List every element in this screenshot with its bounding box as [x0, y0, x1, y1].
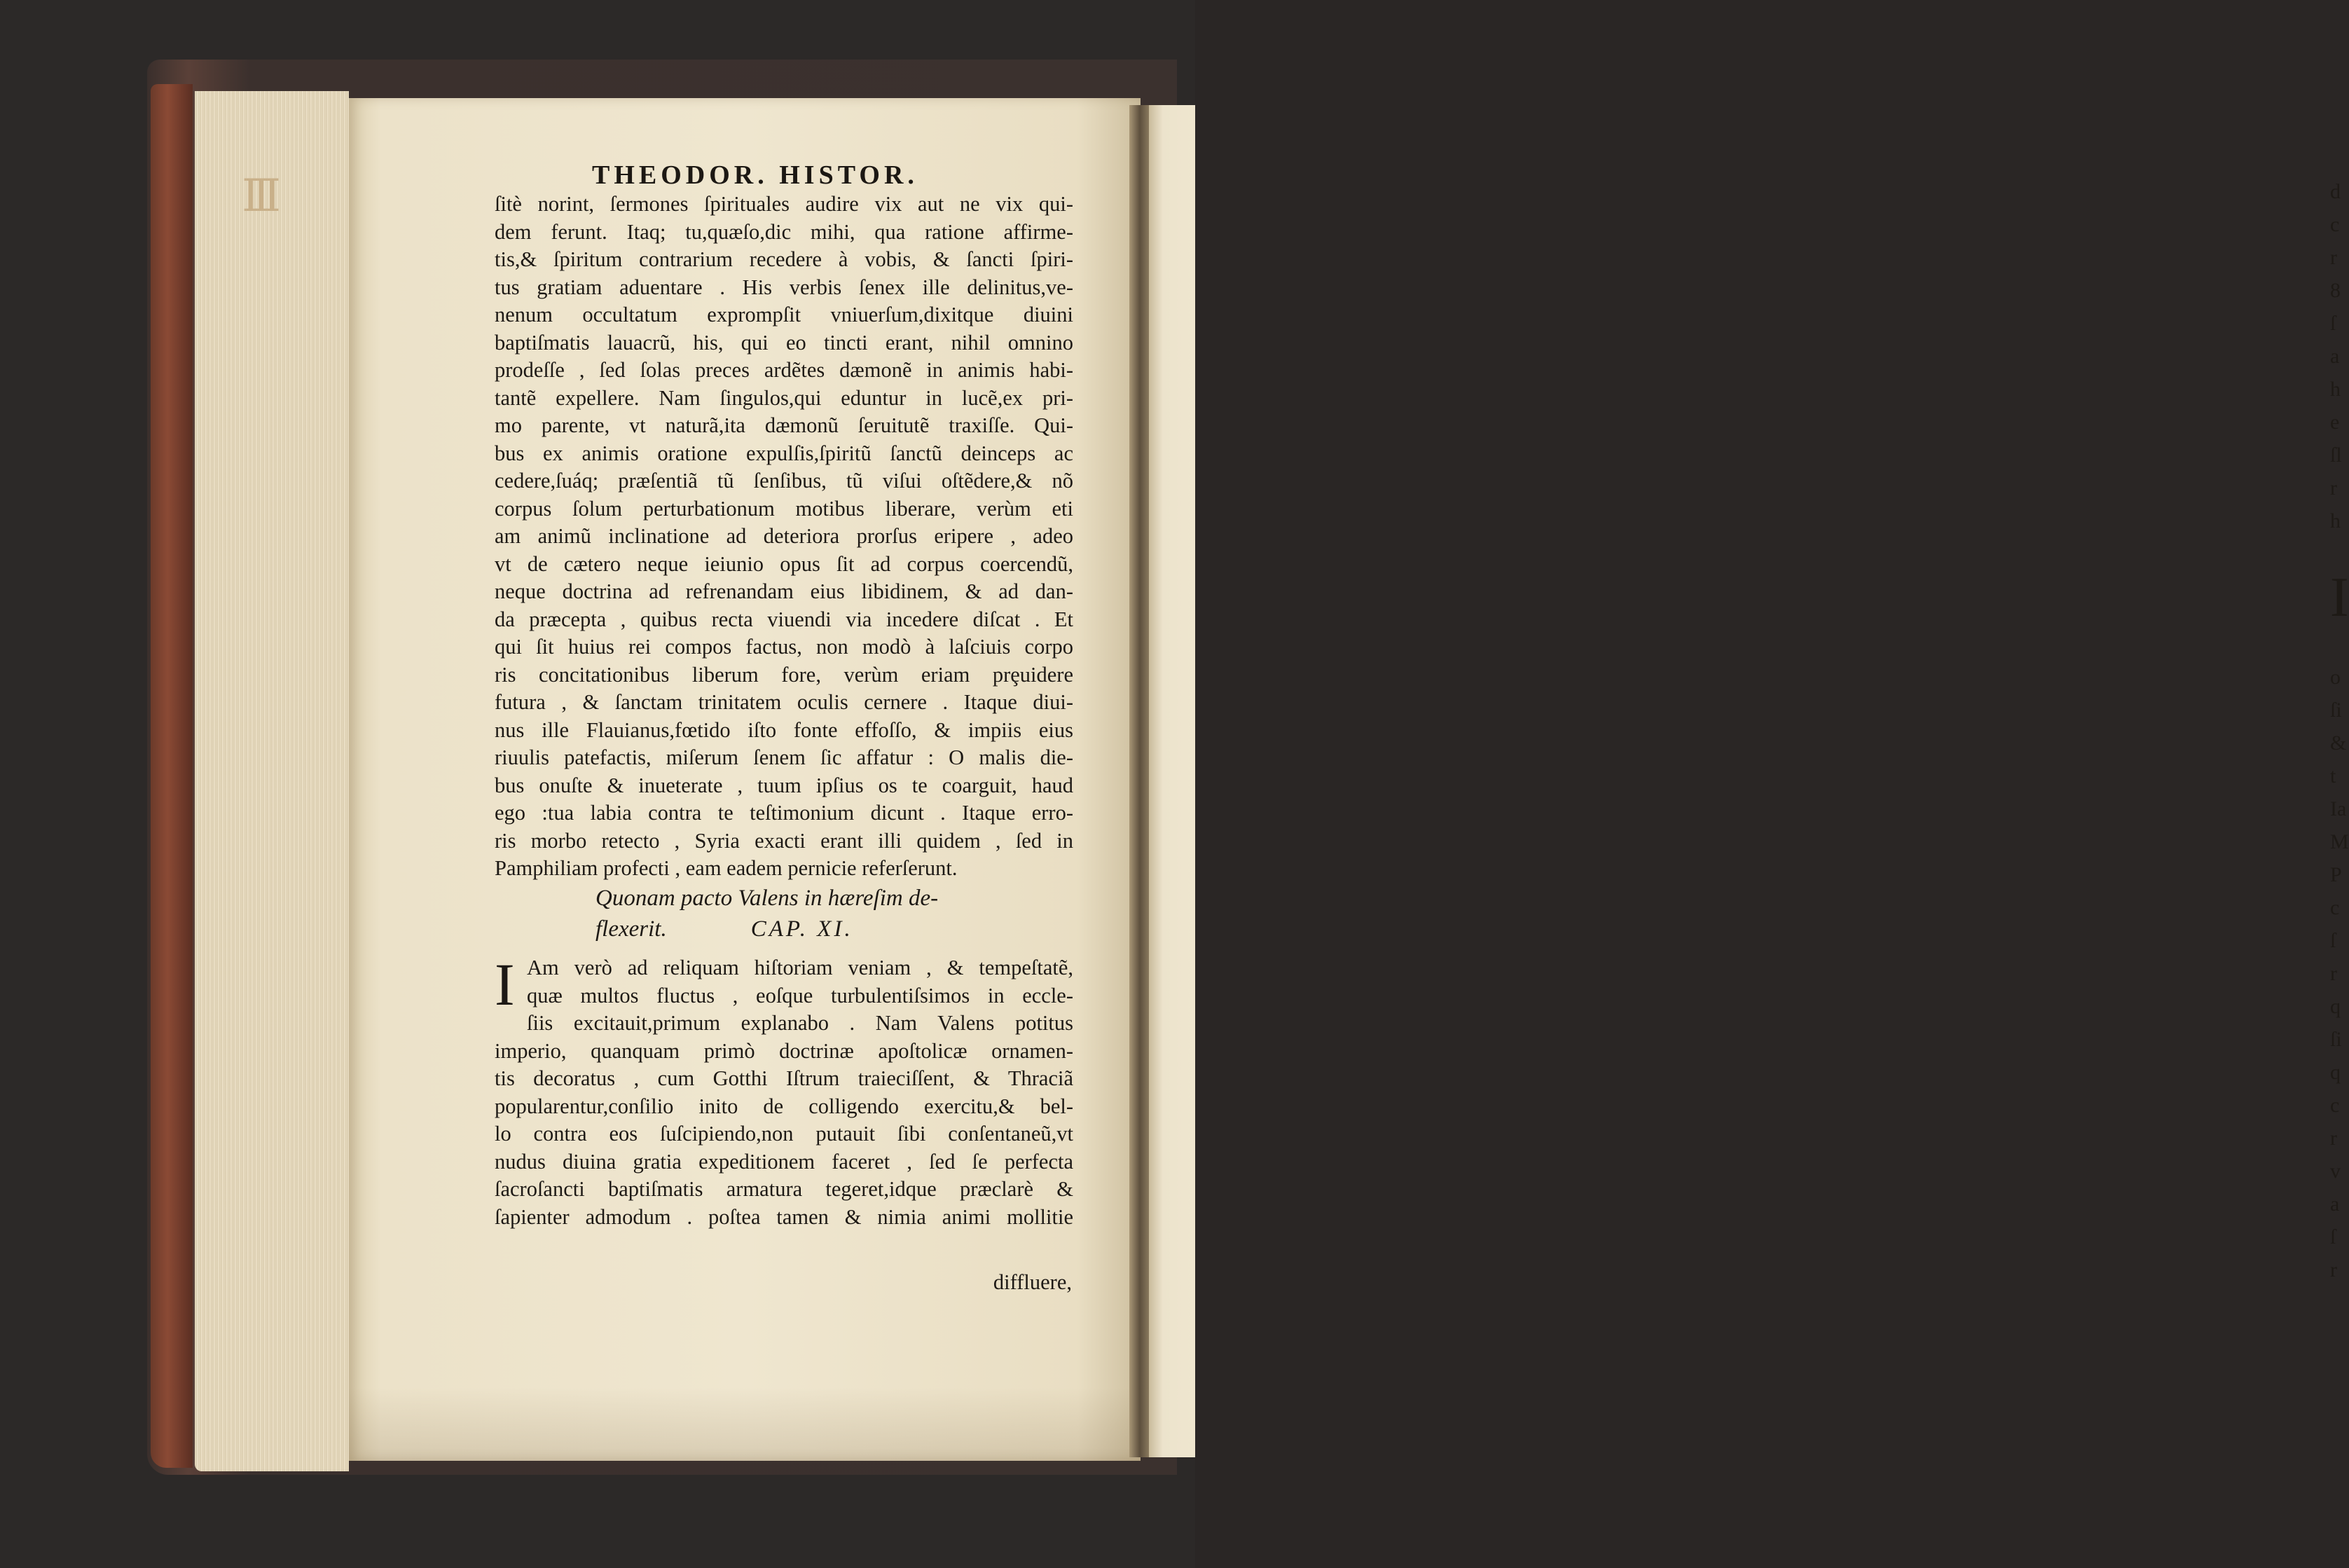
text-line: Pamphiliam profecti , eam eadem pernicie referſerunt.: [495, 856, 958, 880]
catchword: diffluere,: [993, 1270, 1072, 1294]
text-line: tis,& ſpiritum contrarium recedere à vobis, & ſancti ſpiri-: [495, 247, 1073, 271]
text-line: tantẽ expellere. Nam ſingulos,qui eduntur in lucẽ,ex pri-: [495, 385, 1073, 410]
facing-page-fragment: ſ: [2330, 312, 2336, 335]
text-line: lo contra eos ſuſcipiendo,non putauit ſibi conſentaneũ,vt: [495, 1122, 1073, 1146]
facing-page-fragment: c: [2330, 213, 2340, 236]
text-line: baptiſmatis lauacrũ, his, qui eo tincti erant, nihil omnino: [495, 330, 1073, 355]
text-line: bus ex animis oratione expulſis,ſpiritũ ſanctũ deinceps ac: [495, 441, 1073, 465]
page-shadow: [349, 1387, 1141, 1461]
chapter-title-line-1: Quonam pacto Valens in hæreſim de-: [595, 886, 939, 911]
chapter-number: CAP. XI.: [750, 916, 853, 942]
facing-page-fragment: t: [2330, 764, 2336, 788]
text-line: corpus ſolum perturbationum motibus liberare, verùm eti: [495, 496, 1073, 521]
facing-page-fragment: r: [2330, 476, 2337, 500]
text-line: tis decoratus , cum Gotthi Iſtrum traieciſſent, & Thraciã: [495, 1066, 1073, 1090]
text-line: nus ille Flauianus,fœtido iſto fonte effoſſo, & impiis eius: [495, 717, 1073, 742]
facing-page-fragment: a: [2330, 1192, 2340, 1216]
facing-page-fragment: a: [2330, 345, 2340, 368]
text-line: ris morbo retecto , Syria exacti erant illi quidem , ſed in: [495, 828, 1073, 853]
spine-mark: III: [242, 170, 274, 222]
facing-page-fragment: ſi: [2330, 1028, 2342, 1051]
text-line: vt de cætero neque ieiunio opus ſit ad corpus coercendũ,: [495, 551, 1073, 576]
facing-page-fragment: r: [2330, 1127, 2337, 1150]
facing-page-fragment: r: [2330, 962, 2337, 985]
text-line: popularentur,conſilio inito de colligendo exercitu,& bel-: [495, 1094, 1073, 1118]
chapter-heading: [595, 883, 1016, 944]
facing-page: [1149, 105, 2349, 1457]
facing-page-fragment: h: [2330, 378, 2341, 401]
text-line: qui ſit huius rei compos factus, non modò à laſciuis corpo: [495, 635, 1073, 659]
facing-page-fragment: h: [2330, 509, 2341, 532]
facing-page-fragment: v: [2330, 1160, 2341, 1183]
facing-page-fragment: 8: [2330, 279, 2341, 302]
facing-page-fragment: r: [2330, 1258, 2337, 1281]
text-line: ris concitationibus liberum fore, verùm eriam prȩuidere: [495, 662, 1073, 687]
facing-page-text: [2330, 175, 2349, 1286]
text-line: ego :tua labia contra te teſtimonium dicunt . Itaque erro-: [495, 801, 1073, 825]
text-line: nudus diuina gratia expeditionem faceret , ſed ſe perfecta: [495, 1149, 1073, 1174]
text-line: ſitè norint, ſermones ſpirituales audire vix aut ne vix qui-: [495, 192, 1073, 216]
text-line: imperio, quanquam primò doctrinæ apoſtolicæ ornamen-: [495, 1038, 1073, 1063]
facing-page-fragment: q: [2330, 1061, 2341, 1084]
facing-page-fragment: &: [2330, 731, 2347, 755]
drop-cap: I: [495, 951, 515, 1018]
facing-page-fragment: M: [2330, 830, 2349, 853]
facing-page-fragment: d: [2330, 180, 2341, 203]
text-line: quæ multos fluctus , eoſque turbulentiſsimos in eccle-: [527, 983, 1073, 1007]
facing-page-fragment: o: [2330, 666, 2341, 689]
text-line: am animũ inclinatione ad deteriora prorſus eripere , adeo: [495, 524, 1073, 548]
text-line: Am verò ad reliquam hiſtoriam veniam , & tempeſtatẽ,: [527, 956, 1073, 979]
text-line: cedere,ſuáq; præſentiã tũ ſenſibus, tũ viſui oſtẽdere,& nõ: [495, 469, 1073, 493]
facing-page-fragment: ſ: [2330, 1225, 2336, 1249]
text-line: dem ferunt. Itaq; tu,quæſo,dic mihi, qua ratione affirme-: [495, 219, 1073, 244]
chapter-title-line-2: [595, 914, 1016, 944]
facing-page-fragment: P: [2330, 863, 2342, 886]
text-line: prodeſſe , ſed ſolas preces ardẽtes dæmonẽ in animis habi-: [495, 358, 1073, 382]
facing-page-fragment: r: [2330, 246, 2337, 269]
facing-page-fragment: Ia: [2330, 797, 2347, 820]
running-head: THEODOR. HISTOR.: [592, 160, 918, 190]
text-line: mo parente, vt naturã,ita dæmonũ ſeruitutẽ traxiſſe. Qui-: [495, 413, 1073, 437]
text-line: ſapienter admodum . poſtea tamen & nimia animi mollitie: [495, 1204, 1073, 1229]
facing-page-fragment: I: [2330, 567, 2349, 628]
text-line: da præcepta , quibus recta viuendi via incedere diſcat . Et: [495, 607, 1073, 631]
text-line: nenum occultatum exprompſit vniuerſum,dixitque diuini: [495, 303, 1073, 326]
facing-page-fragment: e: [2330, 411, 2340, 434]
text-line: bus onuſte & inueterate , tuum ipſius os te coarguit, haud: [495, 773, 1073, 797]
gutter-fold: [1129, 105, 1150, 1457]
text-line: ſacroſancti baptiſmatis armatura tegeret,idque præclarè &: [495, 1177, 1073, 1201]
facing-page-fragment: c: [2330, 896, 2340, 919]
text-line: ſiis excitauit,primum explanabo . Nam Valens potitus: [527, 1011, 1073, 1035]
page-edges: [195, 91, 349, 1471]
text-line: riuulis patefactis, miſerum ſenem ſic affatur : O malis die-: [495, 745, 1073, 769]
facing-page-fragment: ſi: [2330, 699, 2342, 722]
text-line: neque doctrina ad refrenandam eius libidinem, & ad dan-: [495, 579, 1073, 603]
facing-page-fragment: ſ: [2330, 929, 2336, 952]
facing-page-fragment: ſl: [2330, 443, 2342, 467]
text-line: tus gratiam aduentare . His verbis ſenex ille delinitus,ve-: [495, 275, 1073, 299]
front-board: [151, 84, 193, 1468]
paragraph-1: [495, 191, 1073, 883]
facing-page-fragment: q: [2330, 995, 2341, 1018]
chapter-title-end: flexerit.: [595, 916, 667, 942]
text-line: futura , & ſanctam trinitatem oculis cernere . Itaque diui-: [495, 690, 1073, 714]
paragraph-2: [495, 951, 1073, 1231]
facing-page-fragment: c: [2330, 1094, 2340, 1117]
